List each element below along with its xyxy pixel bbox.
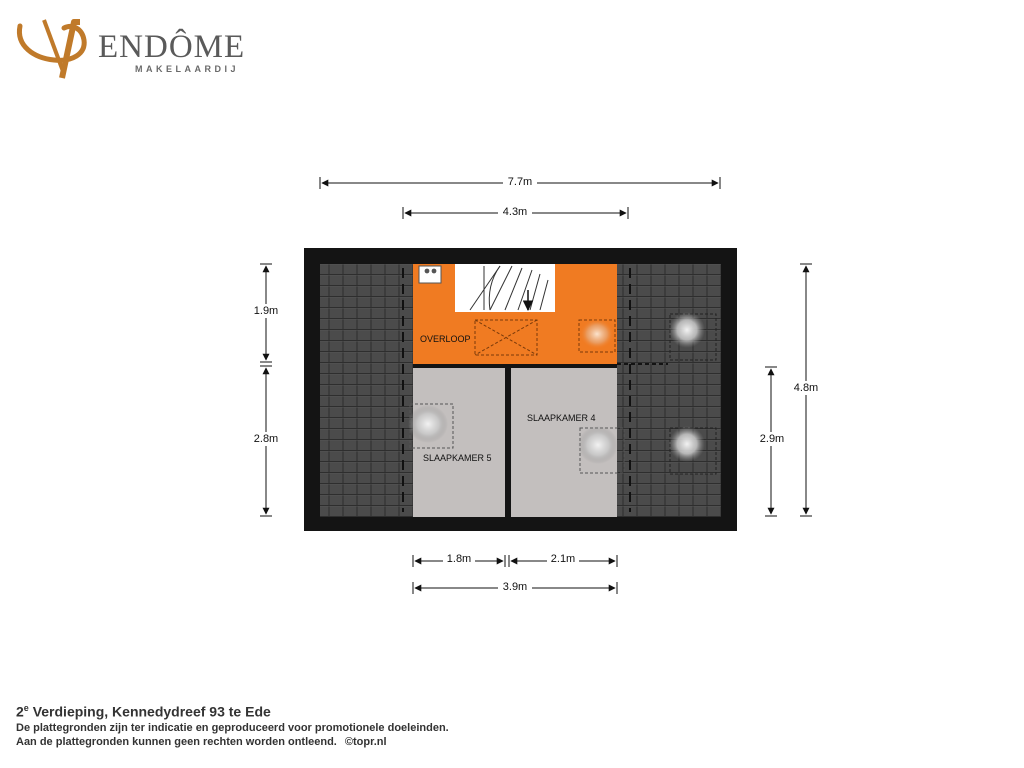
dim-total-width: 7.7m bbox=[507, 176, 533, 188]
copyright: ©topr.nl bbox=[344, 735, 387, 748]
label-slaapkamer-4: SLAAPKAMER 4 bbox=[527, 413, 596, 423]
dim-right-inner-height: 2.9m bbox=[759, 433, 785, 445]
label-overloop: OVERLOOP bbox=[420, 334, 471, 344]
label-slaapkamer-5: SLAAPKAMER 5 bbox=[423, 453, 492, 463]
dim-stair-width: 4.3m bbox=[502, 206, 528, 218]
roof-right bbox=[617, 264, 721, 517]
dim-top-left-height: 1.9m bbox=[253, 305, 279, 317]
staircase bbox=[455, 264, 555, 312]
footer-disclaimer-2: Aan de plattegronden kunnen geen rechten worden ontleend. ©topr.nl bbox=[16, 735, 387, 748]
roof-left bbox=[320, 264, 413, 517]
logo-brand: ENDÔME bbox=[98, 29, 246, 65]
logo-subtitle: MAKELAARDIJ bbox=[135, 64, 240, 74]
dim-bottom-left-width: 1.8m bbox=[446, 553, 472, 565]
dim-bottom-total-width: 3.9m bbox=[502, 581, 528, 593]
footer bbox=[16, 703, 449, 748]
boiler-icon bbox=[419, 266, 441, 283]
interior-wall-horizontal bbox=[413, 364, 617, 368]
dim-bottom-left-height: 2.8m bbox=[253, 433, 279, 445]
dim-bottom-right-width: 2.1m bbox=[550, 553, 576, 565]
footer-disclaimer-1: De plattegronden zijn ter indicatie en geproduceerd voor promotionele doeleinden. bbox=[16, 721, 449, 734]
dim-right-total-height: 4.8m bbox=[793, 382, 819, 394]
footer-title: 2e Verdieping, Kennedydreef 93 te Ede bbox=[16, 703, 271, 720]
interior-wall bbox=[505, 364, 511, 517]
